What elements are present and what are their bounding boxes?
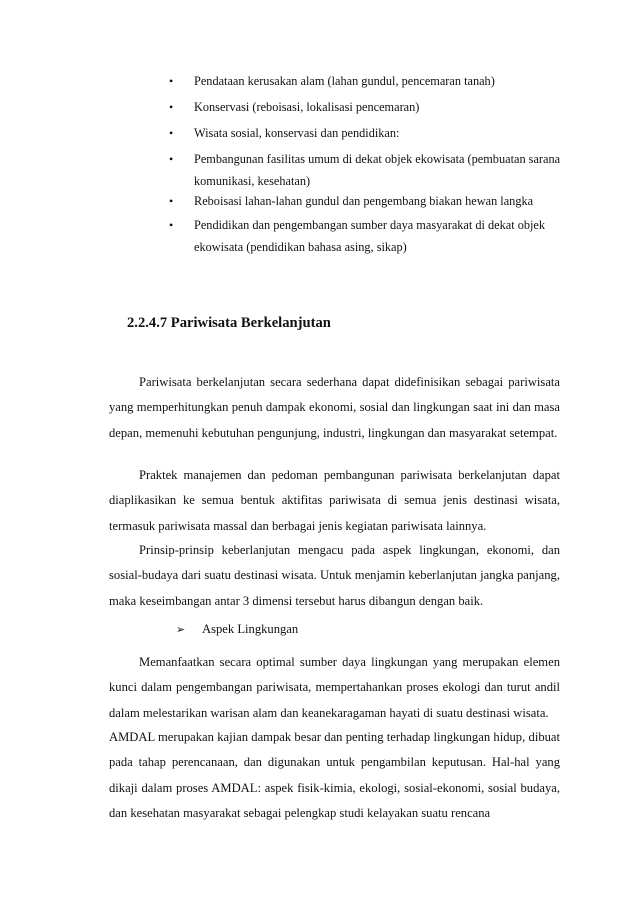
bullet-icon: •	[169, 74, 174, 88]
bullet-icon: •	[169, 194, 174, 208]
bullet-text: Pendidikan dan pengembangan sumber daya masyarakat di dekat objek ekowisata (pendidikan bahasa asing, sikap)	[194, 218, 546, 254]
bullet-text: Reboisasi lahan-lahan gundul dan pengembang biakan hewan langka	[194, 194, 534, 208]
bullet-icon: •	[169, 126, 174, 140]
bullet-icon: •	[169, 218, 174, 232]
bullet-icon: •	[169, 100, 174, 114]
bullet-text: Pendataan kerusakan alam (lahan gundul, pencemaran tanah)	[194, 74, 495, 88]
paragraph: Pariwisata berkelanjutan secara sederhana dapat didefinisikan sebagai pariwisata yang memperhitungkan penuh dampak ekonomi, sosial dan lingkungan saat ini dan masa depan, memenuhi kebutuhan pengunjung, industri, lingkungan dan masyarakat setempat.	[109, 375, 560, 440]
bullet-text: Pembangunan fasilitas umum di dekat objek ekowisata (pembuatan sarana komunikasi, kesehatan)	[194, 152, 561, 188]
paragraph: Praktek manajemen dan pedoman pembangunan pariwisata berkelanjutan dapat diaplikasikan ke semua bentuk aktifitas pariwisata di semua jenis destinasi wisata, termasuk pariwisata massal dan berbagai jenis kegiatan pariwisata lainnya.	[109, 468, 560, 533]
sub-bullet	[176, 618, 298, 641]
sub-bullet-text: Aspek Lingkungan	[202, 622, 299, 636]
section-heading: 2.2.4.7 Pariwisata Berkelanjutan	[127, 315, 331, 331]
paragraph: Memanfaatkan secara optimal sumber daya lingkungan yang merupakan elemen kunci dalam pengembangan pariwisata, mempertahankan proses ekologi dan turut andil dalam melestarikan warisan alam dan keanekaragaman hayati di suatu destinasi wisata.	[109, 655, 560, 720]
bullet-text: Wisata sosial, konservasi dan pendidikan:	[194, 126, 400, 140]
bullet-icon: •	[169, 152, 174, 166]
bullet-text: Konservasi (reboisasi, lokalisasi pencemaran)	[194, 100, 420, 114]
paragraph: Prinsip-prinsip keberlanjutan mengacu pada aspek lingkungan, ekonomi, dan sosial-budaya dari suatu destinasi wisata. Untuk menjamin keberlanjutan jangka panjang, maka keseimbangan antar 3 dimensi tersebut harus dibangun dengan baik.	[109, 543, 560, 608]
paragraph: AMDAL merupakan kajian dampak besar dan penting terhadap lingkungan hidup, dibuat pada tahap perencanaan, dan digunakan untuk pengambilan keputusan. Hal-hal yang dikaji dalam proses AMDAL: aspek fisik-kimia, ekologi, sosial-ekonomi, sosial budaya, dan kesehatan masyarakat sebagai pelengkap studi kelayakan suatu rencana	[109, 730, 560, 820]
arrow-bullet-icon: ➢	[176, 623, 186, 636]
